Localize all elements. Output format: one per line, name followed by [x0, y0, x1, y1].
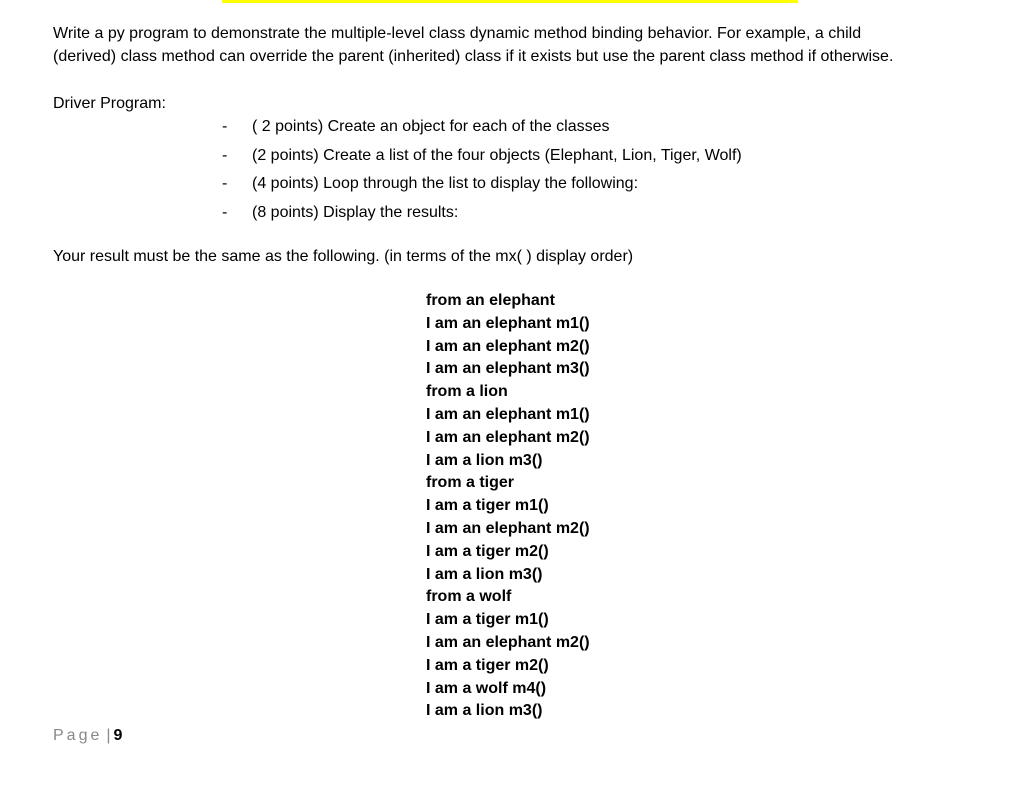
output-line: I am an elephant m3() — [426, 360, 590, 378]
output-line: I am an elephant m1() — [426, 314, 590, 332]
requirement-item — [222, 144, 922, 173]
output-line: I am a lion m3() — [426, 451, 543, 469]
intro-line-1: Write a py program to demonstrate the multiple-level class dynamic method binding behavior. For example, a child — [53, 25, 862, 42]
output-line: I am a tiger m1() — [426, 497, 549, 515]
page-separator: | — [106, 727, 111, 744]
output-line: from a tiger — [426, 474, 515, 492]
requirement-text: ( 2 points) Create an object for each of the classes — [252, 118, 610, 135]
output-line: I am an elephant m2() — [426, 633, 590, 651]
output-line: from an elephant — [426, 292, 555, 309]
output-line: I am an elephant m2() — [426, 519, 590, 537]
output-line: I am a tiger m1() — [426, 611, 549, 629]
requirement-item — [222, 115, 922, 144]
requirement-text: (4 points) Loop through the list to display the following: — [252, 175, 639, 192]
expected-output — [426, 290, 590, 723]
requirements-list — [222, 115, 922, 229]
page-footer — [53, 725, 122, 747]
output-line: from a wolf — [426, 588, 512, 606]
output-line: I am a lion m3() — [426, 702, 543, 720]
output-line: I am a tiger m2() — [426, 542, 549, 560]
page-word: Page — [53, 727, 103, 744]
result-note: Your result must be the same as the following. (in terms of the mx( ) display order) — [53, 248, 634, 265]
output-line: I am a lion m3() — [426, 565, 543, 583]
requirement-item — [222, 201, 922, 230]
dash-bullet: - — [222, 118, 228, 135]
requirement-text: (2 points) Create a list of the four objects (Elephant, Lion, Tiger, Wolf) — [252, 146, 742, 164]
output-line: I am an elephant m2() — [426, 337, 590, 355]
dash-bullet: - — [222, 203, 228, 221]
output-line: I am a tiger m2() — [426, 656, 549, 674]
output-line: from a lion — [426, 383, 508, 401]
dash-bullet: - — [222, 175, 228, 192]
requirement-item — [222, 172, 922, 201]
page-number: 9 — [113, 727, 123, 744]
intro-line-2: (derived) class method can override the parent (inherited) class if it exists but use the parent class method if otherwise. — [53, 48, 894, 65]
yellow-highlight-bar — [222, 0, 798, 3]
output-line: I am an elephant m2() — [426, 428, 590, 446]
driver-program-label: Driver Program: — [53, 95, 166, 112]
requirement-text: (8 points) Display the results: — [252, 203, 459, 221]
output-line: I am an elephant m1() — [426, 405, 590, 423]
intro-paragraph — [53, 22, 983, 68]
output-line: I am a wolf m4() — [426, 679, 547, 697]
dash-bullet: - — [222, 146, 228, 164]
